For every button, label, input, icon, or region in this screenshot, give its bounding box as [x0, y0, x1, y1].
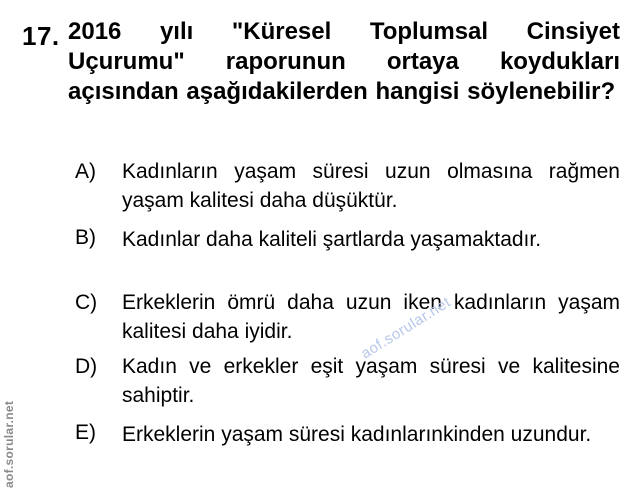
option-d-letter[interactable]: D)	[75, 355, 98, 378]
option-e-letter[interactable]: E)	[75, 421, 96, 444]
option-c-text[interactable]: Erkeklerin ömrü daha uzun iken kadınların yaşam kalitesi daha iyidir.	[122, 291, 620, 343]
option-b-text[interactable]: Kadınlar daha kaliteli şartlarda yaşamaktadır.	[122, 228, 542, 251]
option-c-letter[interactable]: C)	[75, 291, 98, 314]
option-d-text[interactable]: Kadın ve erkekler eşit yaşam süresi ve kalitesine sahiptir.	[122, 355, 620, 407]
side-watermark: aof.sorular.net	[2, 400, 16, 488]
option-e-text[interactable]: Erkeklerin yaşam süresi kadınlarınkinden uzundur.	[122, 423, 592, 446]
question-stem: 2016 yılı "Küresel Toplumsal Cinsiyet Uçurumu" raporunun ortaya koydukları açısından aşağıdakilerden hangisi söylenebilir?	[68, 18, 620, 105]
center-watermark: aof.sorular.net	[358, 293, 454, 363]
option-a-text[interactable]: Kadınların yaşam süresi uzun olmasına rağmen yaşam kalitesi daha düşüktür.	[122, 160, 620, 212]
question-number: 17.	[22, 21, 60, 51]
option-a-letter[interactable]: A)	[75, 160, 96, 183]
option-b-letter[interactable]: B)	[75, 226, 96, 249]
